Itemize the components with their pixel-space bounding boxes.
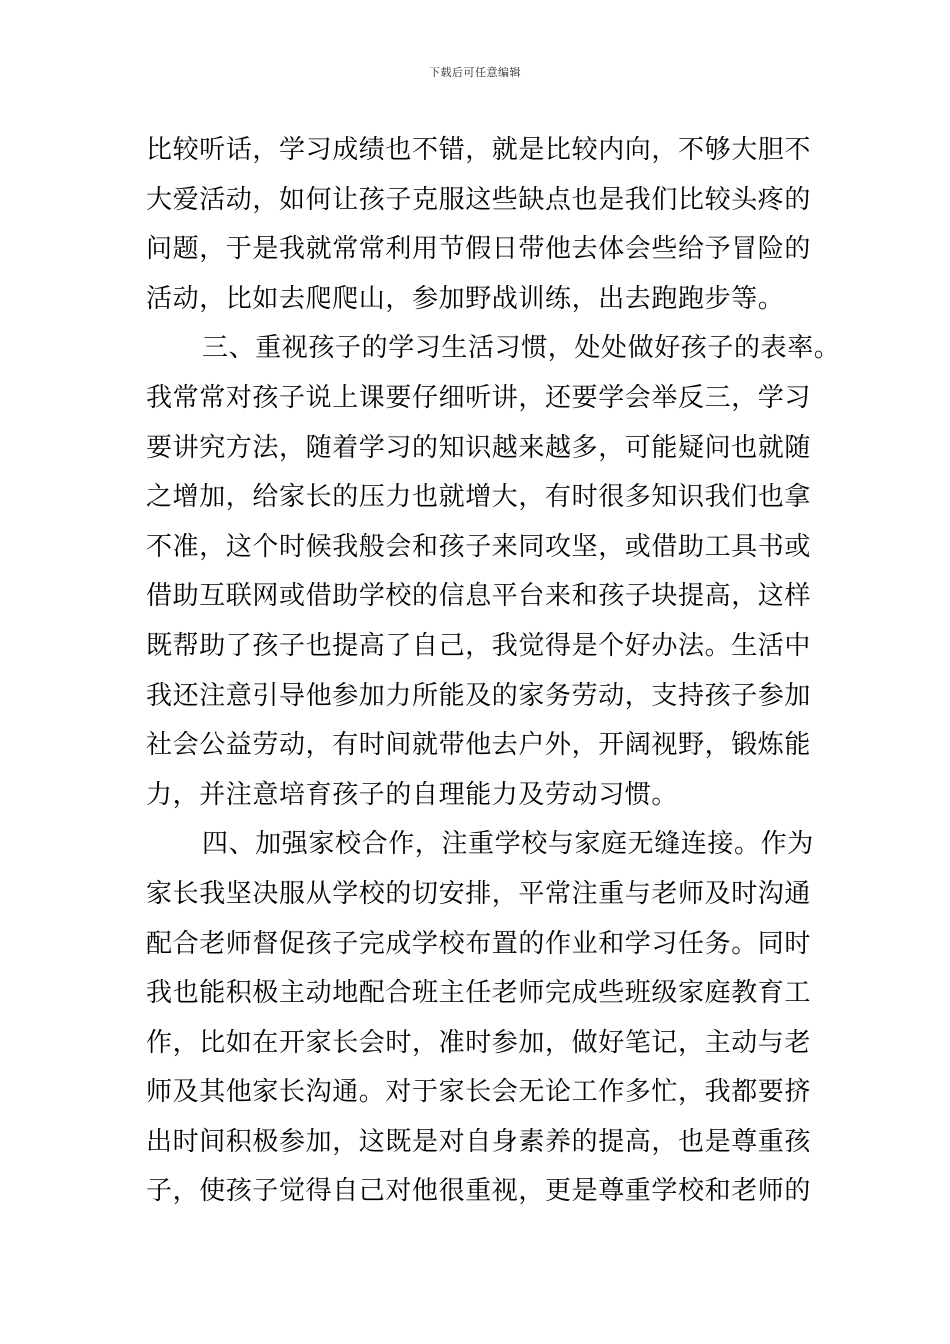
text-line: 配合老师督促孩子完成学校布置的作业和学习任务。同时 <box>146 928 812 959</box>
text-line: 出时间积极参加，这既是对自身素养的提高，也是尊重孩 <box>146 1126 812 1157</box>
text-line: 问题，于是我就常常利用节假日带他去体会些给予冒险的 <box>146 234 812 265</box>
text-line: 我也能积极主动地配合班主任老师完成些班级家庭教育工 <box>146 978 812 1009</box>
text-line: 我常常对孩子说上课要仔细听讲，还要学会举反三，学习 <box>146 382 812 413</box>
text-line: 大爱活动，如何让孩子克服这些缺点也是我们比较头疼的 <box>146 184 812 215</box>
text-line: 作，比如在开家长会时，准时参加，做好笔记，主动与老 <box>146 1027 812 1058</box>
text-line: 我还注意引导他参加力所能及的家务劳动，支持孩子参加 <box>146 680 812 711</box>
page-header: 下载后可任意编辑 <box>429 66 521 79</box>
text-line: 要讲究方法，随着学习的知识越来越多，可能疑问也就随 <box>146 432 812 463</box>
text-line: 师及其他家长沟通。对于家长会无论工作多忙，我都要挤 <box>146 1077 812 1108</box>
text-line: 社会公益劳动，有时间就带他去户外，开阔视野，锻炼能 <box>146 730 812 761</box>
text-line: 活动，比如去爬爬山，参加野战训练，出去跑跑步等。 <box>146 283 785 314</box>
text-line: 比较听话，学习成绩也不错，就是比较内向，不够大胆不 <box>146 135 812 165</box>
section-heading-line: 三、重视孩子的学习生活习惯，处处做好孩子的表率。 <box>202 333 841 364</box>
text-line: 既帮助了孩子也提高了自己，我觉得是个好办法。生活中 <box>146 630 812 661</box>
text-line: 力，并注意培育孩子的自理能力及劳动习惯。 <box>146 779 679 810</box>
text-line: 家长我坚决服从学校的切安排，平常注重与老师及时沟通 <box>146 878 812 909</box>
body-text <box>146 126 841 1217</box>
text-line: 之增加，给家长的压力也就增大，有时很多知识我们也拿 <box>146 482 812 513</box>
text-line: 不准，这个时候我般会和孩子来同攻坚，或借助工具书或 <box>146 531 812 562</box>
section-heading-line: 四、加强家校合作，注重学校与家庭无缝连接。作为 <box>202 829 814 860</box>
text-line: 子，使孩子觉得自己对他很重视，更是尊重学校和老师的 <box>146 1176 812 1207</box>
text-line: 借助互联网或借助学校的信息平台来和孩子块提高，这样 <box>146 581 812 612</box>
